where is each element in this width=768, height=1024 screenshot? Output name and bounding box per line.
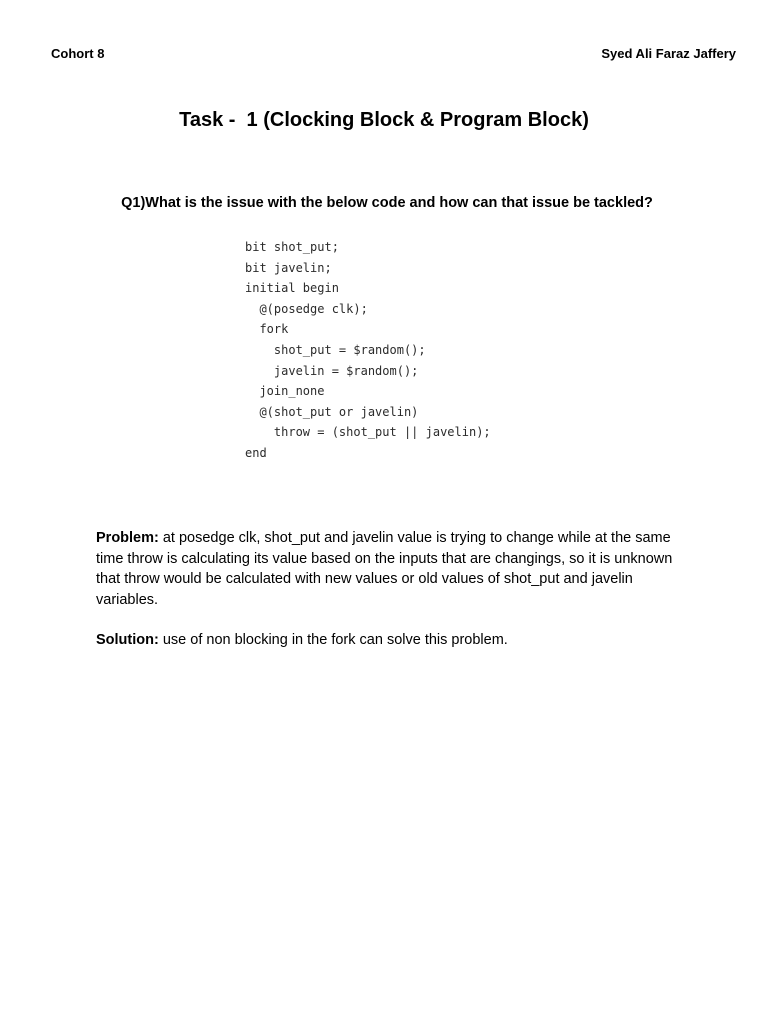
code-line: bit shot_put;: [245, 240, 339, 254]
solution-text: use of non blocking in the fork can solve this problem.: [158, 632, 508, 648]
solution-paragraph: [96, 630, 680, 651]
code-line: @(shot_put or javelin): [245, 404, 419, 419]
problem-label: Problem:: [96, 530, 159, 546]
code-line: end: [245, 445, 267, 460]
problem-paragraph: [96, 528, 680, 610]
code-block: [245, 237, 491, 464]
code-line: javelin = $random();: [245, 363, 419, 378]
code-line: throw = (shot_put || javelin);: [245, 425, 491, 440]
code-line: initial begin: [245, 281, 339, 296]
header-cohort: Cohort 8: [51, 46, 105, 61]
solution-label: Solution:: [96, 632, 159, 648]
code-line: join_none: [245, 384, 325, 399]
code-line: bit javelin;: [245, 260, 332, 275]
code-line: fork: [245, 322, 289, 337]
code-line: @(posedge clk);: [245, 301, 368, 316]
problem-text: at posedge clk, shot_put and javelin value is trying to change while at the same time throw is calculating its value based on the inputs that are changings, so it is unknown that throw would be calculated with new values or old values of shot_put and javelin variables.: [96, 530, 673, 608]
code-line: shot_put = $random();: [245, 342, 426, 357]
question-text: Q1)What is the issue with the below code and how can that issue be tackled?: [121, 195, 653, 211]
page-title: Task - 1 (Clocking Block & Program Block): [179, 109, 589, 131]
header-author: Syed Ali Faraz Jaffery: [601, 46, 736, 61]
